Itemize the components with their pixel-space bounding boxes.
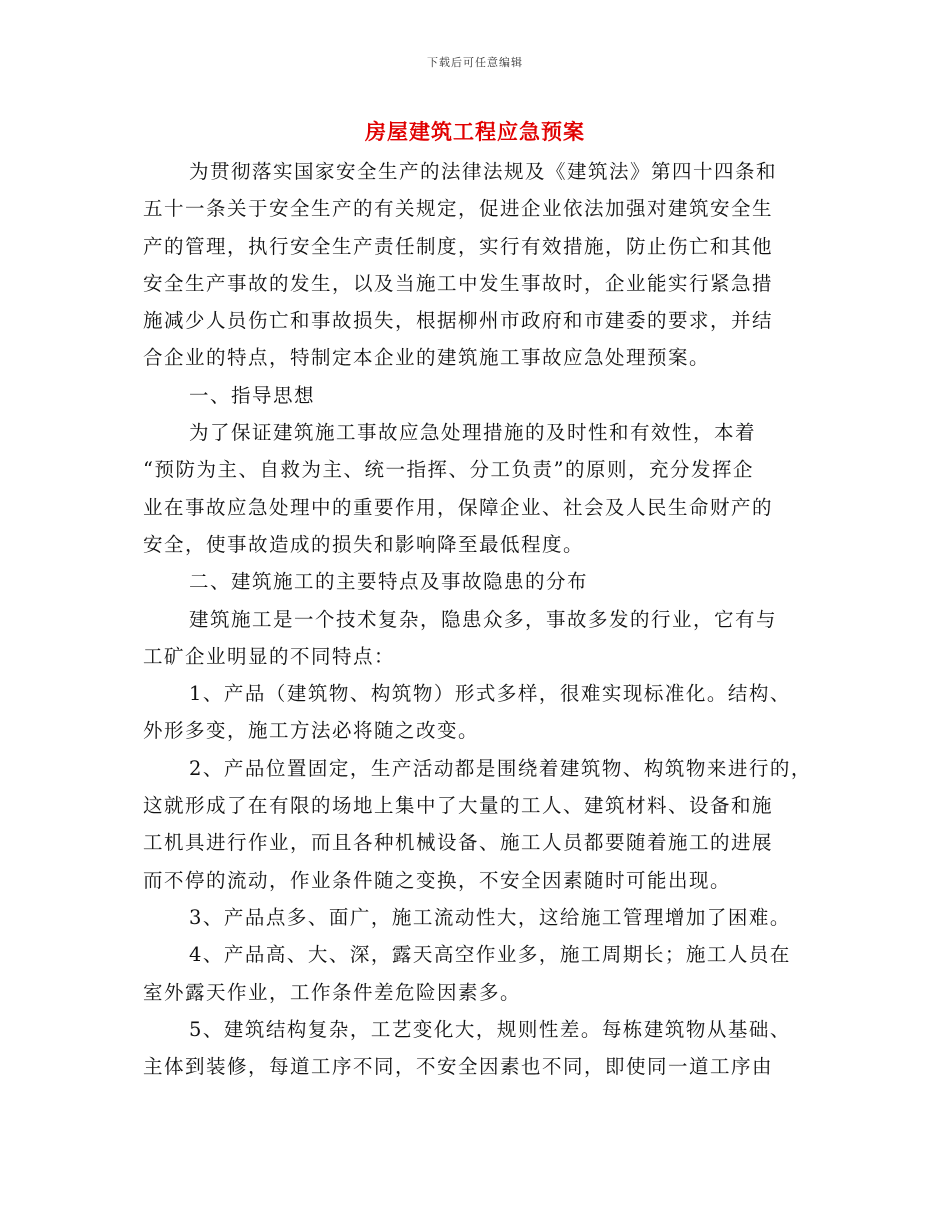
list-item-line: 1、产品（建筑物、构筑物）形式多样，很难实现标准化。结构、	[189, 682, 791, 706]
page-header-note: 下载后可任意编辑	[427, 56, 523, 69]
document-title: 房屋建筑工程应急预案	[365, 119, 585, 144]
paragraph-line: “预防为主、自救为主、统一指挥、分工负责”的原则，充分发挥企	[143, 458, 754, 482]
document-body	[143, 153, 812, 1085]
paragraph-line: 产的管理，执行安全生产责任制度，实行有效措施，防止伤亡和其他	[143, 234, 774, 258]
list-item-line: 而不停的流动，作业条件随之变换，不安全因素随时可能出现。	[143, 868, 732, 892]
paragraph-line: 安全生产事故的发生，以及当施工中发生事故时，企业能实行紧急措	[143, 271, 774, 295]
list-item-line: 工机具进行作业，而且各种机械设备、施工人员都要随着施工的进展	[143, 831, 774, 855]
list-item-line: 3、产品点多、面广，施工流动性大，这给施工管理增加了困难。	[189, 905, 791, 929]
list-item-line: 2、产品位置固定，生产活动都是围绕着建筑物、构筑物来进行的，	[189, 756, 812, 780]
paragraph-line: 建筑施工是一个技术复杂，隐患众多，事故多发的行业，它有与	[189, 607, 778, 631]
paragraph-line: 合企业的特点，特制定本企业的建筑施工事故应急处理预案。	[143, 346, 711, 370]
list-item-line: 主体到装修，每道工序不同，不安全因素也不同，即使同一道工序由	[143, 1055, 774, 1079]
paragraph-line: 为了保证建筑施工事故应急处理措施的及时性和有效性，本着	[189, 421, 757, 445]
paragraph-line: 五十一条关于安全生产的有关规定，促进企业依法加强对建筑安全生	[143, 197, 774, 221]
paragraph-line: 为贯彻落实国家安全生产的法律法规及《建筑法》第四十四条和	[189, 160, 778, 183]
paragraph-line: 安全，使事故造成的损失和影响降至最低程度。	[143, 532, 585, 556]
list-item-line: 4、产品高、大、深，露天高空作业多，施工周期长；施工人员在	[189, 943, 791, 967]
list-item-line: 5、建筑结构复杂，工艺变化大，规则性差。每栋建筑物从基础、	[189, 1017, 791, 1041]
list-item-line: 室外露天作业，工作条件差危险因素多。	[143, 980, 522, 1004]
section-heading: 二、建筑施工的主要特点及事故隐患的分布	[189, 570, 589, 594]
list-item-line: 这就形成了在有限的场地上集中了大量的工人、建筑材料、设备和施	[143, 794, 774, 818]
paragraph-line: 施减少人员伤亡和事故损失，根据柳州市政府和市建委的要求，并结	[143, 309, 774, 333]
paragraph-line: 业在事故应急处理中的重要作用，保障企业、社会及人民生命财产的	[143, 495, 774, 519]
paragraph-line: 工矿企业明显的不同特点：	[143, 644, 396, 668]
list-item-line: 外形多变，施工方法必将随之改变。	[143, 719, 480, 743]
section-heading: 一、指导思想	[189, 383, 316, 407]
